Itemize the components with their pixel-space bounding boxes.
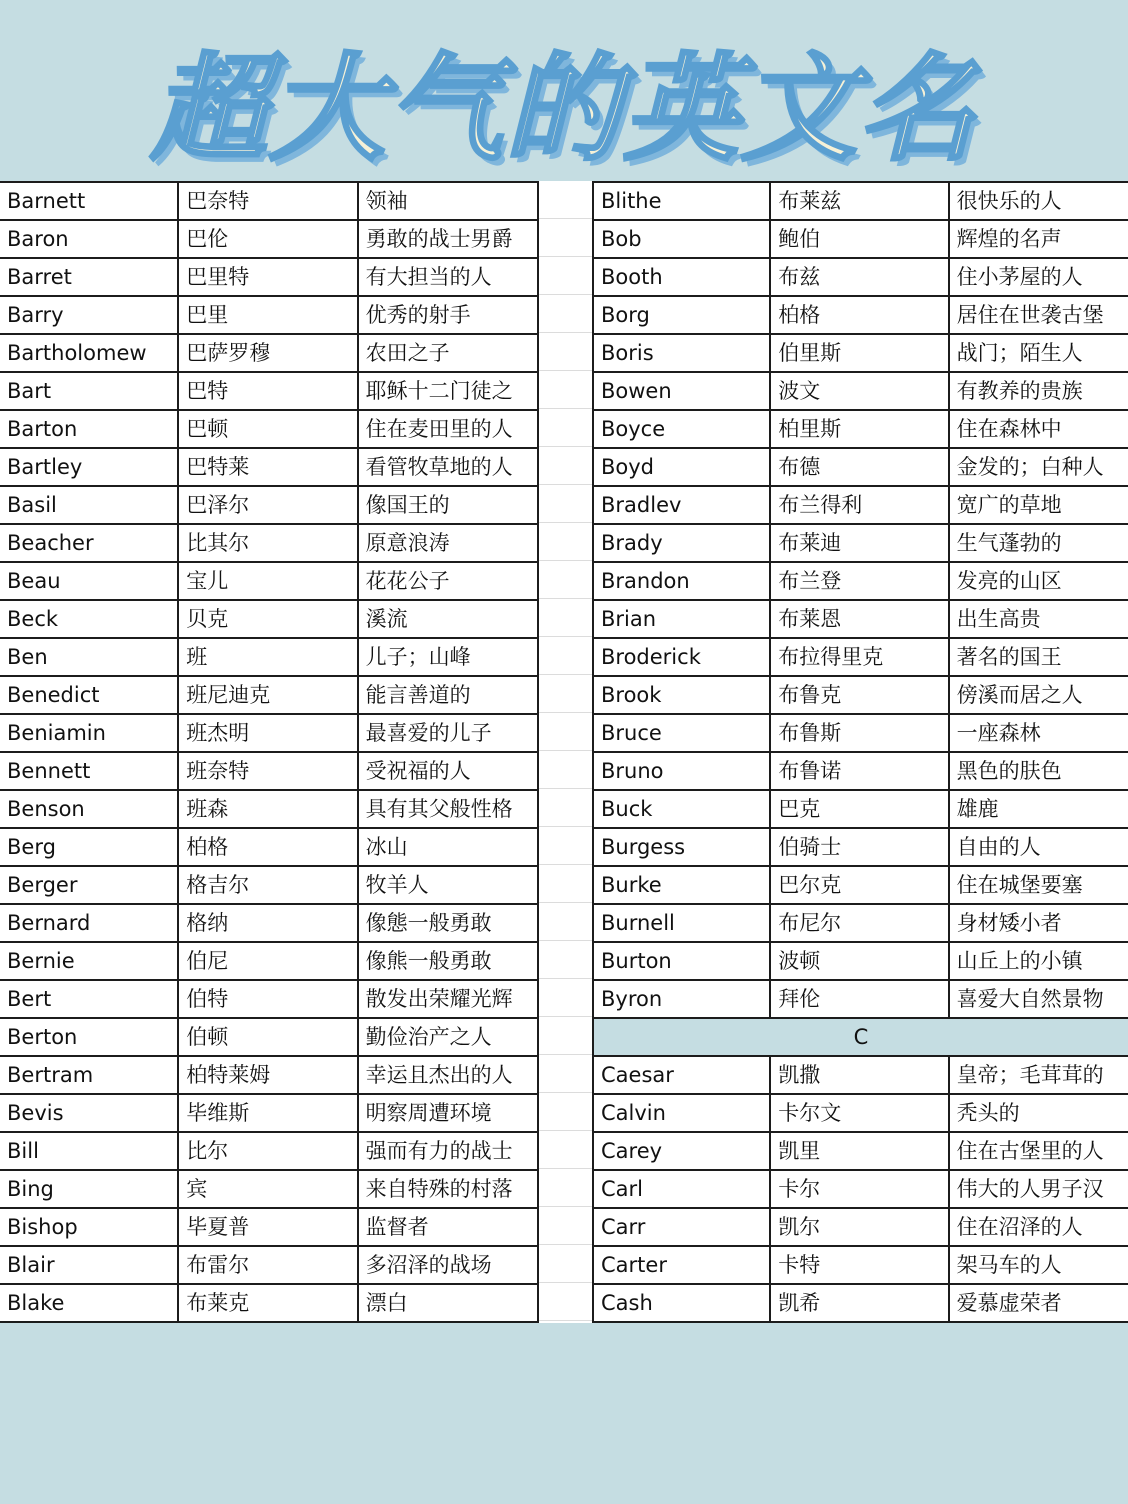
chinese-name-cell: 布兰得利 xyxy=(770,486,948,524)
english-name-cell: Burton xyxy=(593,942,770,980)
meaning-cell: 发亮的山区 xyxy=(949,562,1128,600)
meaning-cell: 出生高贵 xyxy=(949,600,1128,638)
chinese-name-cell: 比尔 xyxy=(178,1132,357,1170)
english-name-cell: Barret xyxy=(0,258,178,296)
english-name-cell: Berger xyxy=(0,866,178,904)
name-row xyxy=(593,1284,1128,1322)
english-name-cell: Bartholomew xyxy=(0,334,178,372)
name-row xyxy=(593,942,1128,980)
chinese-name-cell: 鲍伯 xyxy=(770,220,948,258)
meaning-cell: 农田之子 xyxy=(358,334,538,372)
name-row xyxy=(593,1170,1128,1208)
chinese-name-cell: 布莱迪 xyxy=(770,524,948,562)
english-name-cell: Benedict xyxy=(0,676,178,714)
meaning-cell: 秃头的 xyxy=(949,1094,1128,1132)
english-name-cell: Beacher xyxy=(0,524,178,562)
english-name-cell: Byron xyxy=(593,980,770,1018)
chinese-name-cell: 伯里斯 xyxy=(770,334,948,372)
english-name-cell: Beniamin xyxy=(0,714,178,752)
chinese-name-cell: 班奈特 xyxy=(178,752,357,790)
meaning-cell: 看管牧草地的人 xyxy=(358,448,538,486)
chinese-name-cell: 凯希 xyxy=(770,1284,948,1322)
section-header-row xyxy=(593,1018,1128,1056)
chinese-name-cell: 布兰登 xyxy=(770,562,948,600)
meaning-cell: 最喜爱的儿子 xyxy=(358,714,538,752)
name-row xyxy=(593,1132,1128,1170)
chinese-name-cell: 比其尔 xyxy=(178,524,357,562)
chinese-name-cell: 巴里 xyxy=(178,296,357,334)
name-row xyxy=(0,600,538,638)
chinese-name-cell: 班尼迪克 xyxy=(178,676,357,714)
meaning-cell: 牧羊人 xyxy=(358,866,538,904)
english-name-cell: Burke xyxy=(593,866,770,904)
page-title: 超大气的英文名 xyxy=(151,42,977,177)
name-row xyxy=(0,1018,538,1056)
meaning-cell: 居住在世袭古堡 xyxy=(949,296,1128,334)
chinese-name-cell: 班 xyxy=(178,638,357,676)
english-name-cell: Brandon xyxy=(593,562,770,600)
chinese-name-cell: 巴顿 xyxy=(178,410,357,448)
meaning-cell: 明察周遭环境 xyxy=(358,1094,538,1132)
english-name-cell: Bishop xyxy=(0,1208,178,1246)
chinese-name-cell: 巴里特 xyxy=(178,258,357,296)
chinese-name-cell: 班杰明 xyxy=(178,714,357,752)
chinese-name-cell: 巴泽尔 xyxy=(178,486,357,524)
chinese-name-cell: 伯骑士 xyxy=(770,828,948,866)
english-name-cell: Bevis xyxy=(0,1094,178,1132)
name-row xyxy=(593,752,1128,790)
meaning-cell: 多沼泽的战场 xyxy=(358,1246,538,1284)
chinese-name-cell: 布鲁诺 xyxy=(770,752,948,790)
chinese-name-cell: 布莱兹 xyxy=(770,182,948,220)
meaning-cell: 像態一般勇敢 xyxy=(358,904,538,942)
meaning-cell: 来自特殊的村落 xyxy=(358,1170,538,1208)
meaning-cell: 有大担当的人 xyxy=(358,258,538,296)
name-row xyxy=(0,942,538,980)
name-row xyxy=(593,904,1128,942)
name-row xyxy=(593,600,1128,638)
chinese-name-cell: 柏格 xyxy=(770,296,948,334)
chinese-name-cell: 卡尔 xyxy=(770,1170,948,1208)
name-row xyxy=(0,448,538,486)
name-row xyxy=(0,372,538,410)
name-row xyxy=(593,448,1128,486)
chinese-name-cell: 凯撒 xyxy=(770,1056,948,1094)
chinese-name-cell: 拜伦 xyxy=(770,980,948,1018)
chinese-name-cell: 巴特 xyxy=(178,372,357,410)
english-name-cell: Bernie xyxy=(0,942,178,980)
meaning-cell: 住在麦田里的人 xyxy=(358,410,538,448)
name-row xyxy=(0,638,538,676)
chinese-name-cell: 布拉得里克 xyxy=(770,638,948,676)
english-name-cell: Broderick xyxy=(593,638,770,676)
name-row xyxy=(0,524,538,562)
name-row xyxy=(593,562,1128,600)
name-row xyxy=(0,790,538,828)
meaning-cell: 散发出荣耀光辉 xyxy=(358,980,538,1018)
chinese-name-cell: 宝儿 xyxy=(178,562,357,600)
meaning-cell: 一座森林 xyxy=(949,714,1128,752)
name-row xyxy=(593,1094,1128,1132)
chinese-name-cell: 布雷尔 xyxy=(178,1246,357,1284)
meaning-cell: 黑色的肤色 xyxy=(949,752,1128,790)
english-name-cell: Beck xyxy=(0,600,178,638)
chinese-name-cell: 格吉尔 xyxy=(178,866,357,904)
english-name-cell: Blithe xyxy=(593,182,770,220)
chinese-name-cell: 巴特莱 xyxy=(178,448,357,486)
meaning-cell: 具有其父般性格 xyxy=(358,790,538,828)
name-row xyxy=(593,1208,1128,1246)
name-row xyxy=(593,676,1128,714)
meaning-cell: 监督者 xyxy=(358,1208,538,1246)
english-name-cell: Basil xyxy=(0,486,178,524)
name-row xyxy=(0,334,538,372)
english-name-cell: Carter xyxy=(593,1246,770,1284)
english-name-cell: Boris xyxy=(593,334,770,372)
english-name-cell: Bob xyxy=(593,220,770,258)
meaning-cell: 喜爱大自然景物 xyxy=(949,980,1128,1018)
english-name-cell: Bradlev xyxy=(593,486,770,524)
english-name-cell: Bowen xyxy=(593,372,770,410)
english-name-cell: Burgess xyxy=(593,828,770,866)
name-row xyxy=(0,1170,538,1208)
english-name-cell: Barnett xyxy=(0,182,178,220)
english-name-cell: Bertram xyxy=(0,1056,178,1094)
meaning-cell: 能言善道的 xyxy=(358,676,538,714)
name-row xyxy=(593,828,1128,866)
meaning-cell: 傍溪而居之人 xyxy=(949,676,1128,714)
meaning-cell: 耶稣十二门徒之 xyxy=(358,372,538,410)
english-name-cell: Barry xyxy=(0,296,178,334)
chinese-name-cell: 毕维斯 xyxy=(178,1094,357,1132)
name-row xyxy=(593,638,1128,676)
english-name-cell: Boyce xyxy=(593,410,770,448)
chinese-name-cell: 布鲁斯 xyxy=(770,714,948,752)
meaning-cell: 自由的人 xyxy=(949,828,1128,866)
meaning-cell: 架马车的人 xyxy=(949,1246,1128,1284)
meaning-cell: 领袖 xyxy=(358,182,538,220)
english-name-cell: Calvin xyxy=(593,1094,770,1132)
name-row xyxy=(593,1246,1128,1284)
name-row xyxy=(0,866,538,904)
name-row xyxy=(0,676,538,714)
meaning-cell: 勤俭治产之人 xyxy=(358,1018,538,1056)
meaning-cell: 住在森林中 xyxy=(949,410,1128,448)
english-name-cell: Blake xyxy=(0,1284,178,1322)
name-row xyxy=(593,790,1128,828)
chinese-name-cell: 班森 xyxy=(178,790,357,828)
english-name-cell: Ben xyxy=(0,638,178,676)
name-row xyxy=(0,1094,538,1132)
english-name-cell: Bruno xyxy=(593,752,770,790)
name-row xyxy=(0,562,538,600)
meaning-cell: 溪流 xyxy=(358,600,538,638)
name-row xyxy=(0,220,538,258)
chinese-name-cell: 巴伦 xyxy=(178,220,357,258)
chinese-name-cell: 波文 xyxy=(770,372,948,410)
meaning-cell: 住在沼泽的人 xyxy=(949,1208,1128,1246)
name-row xyxy=(593,334,1128,372)
meaning-cell: 住小茅屋的人 xyxy=(949,258,1128,296)
meaning-cell: 像国王的 xyxy=(358,486,538,524)
meaning-cell: 像熊一般勇敢 xyxy=(358,942,538,980)
chinese-name-cell: 波顿 xyxy=(770,942,948,980)
english-name-cell: Bing xyxy=(0,1170,178,1208)
name-row xyxy=(593,220,1128,258)
meaning-cell: 有教养的贵族 xyxy=(949,372,1128,410)
chinese-name-cell: 柏格 xyxy=(178,828,357,866)
name-row xyxy=(593,714,1128,752)
english-name-cell: Bill xyxy=(0,1132,178,1170)
meaning-cell: 住在古堡里的人 xyxy=(949,1132,1128,1170)
meaning-cell: 很快乐的人 xyxy=(949,182,1128,220)
meaning-cell: 勇敢的战士男爵 xyxy=(358,220,538,258)
name-row xyxy=(593,486,1128,524)
meaning-cell: 受祝福的人 xyxy=(358,752,538,790)
english-name-cell: Brook xyxy=(593,676,770,714)
meaning-cell: 山丘上的小镇 xyxy=(949,942,1128,980)
name-row xyxy=(0,904,538,942)
name-row xyxy=(593,1056,1128,1094)
meaning-cell: 伟大的人男子汉 xyxy=(949,1170,1128,1208)
name-row xyxy=(0,1246,538,1284)
name-row xyxy=(593,524,1128,562)
name-row xyxy=(593,258,1128,296)
chinese-name-cell: 凯尔 xyxy=(770,1208,948,1246)
name-row xyxy=(0,980,538,1018)
name-row xyxy=(0,1132,538,1170)
column-gap xyxy=(539,181,592,1323)
left-name-table xyxy=(0,181,539,1323)
name-row xyxy=(0,714,538,752)
name-row xyxy=(593,410,1128,448)
meaning-cell: 宽广的草地 xyxy=(949,486,1128,524)
name-row xyxy=(0,486,538,524)
chinese-name-cell: 格纳 xyxy=(178,904,357,942)
name-row xyxy=(593,372,1128,410)
meaning-cell: 花花公子 xyxy=(358,562,538,600)
english-name-cell: Blair xyxy=(0,1246,178,1284)
meaning-cell: 辉煌的名声 xyxy=(949,220,1128,258)
english-name-cell: Berg xyxy=(0,828,178,866)
name-row xyxy=(0,1056,538,1094)
name-row xyxy=(0,410,538,448)
english-name-cell: Carl xyxy=(593,1170,770,1208)
name-row xyxy=(593,980,1128,1018)
right-name-table xyxy=(592,181,1128,1323)
english-name-cell: Boyd xyxy=(593,448,770,486)
english-name-cell: Benson xyxy=(0,790,178,828)
name-row xyxy=(0,828,538,866)
meaning-cell: 原意浪涛 xyxy=(358,524,538,562)
chinese-name-cell: 卡特 xyxy=(770,1246,948,1284)
name-row xyxy=(593,182,1128,220)
chinese-name-cell: 贝克 xyxy=(178,600,357,638)
english-name-cell: Bernard xyxy=(0,904,178,942)
english-name-cell: Brady xyxy=(593,524,770,562)
english-name-cell: Beau xyxy=(0,562,178,600)
english-name-cell: Bart xyxy=(0,372,178,410)
meaning-cell: 漂白 xyxy=(358,1284,538,1322)
meaning-cell: 生气蓬勃的 xyxy=(949,524,1128,562)
chinese-name-cell: 布鲁克 xyxy=(770,676,948,714)
chinese-name-cell: 柏里斯 xyxy=(770,410,948,448)
chinese-name-cell: 布兹 xyxy=(770,258,948,296)
english-name-cell: Bruce xyxy=(593,714,770,752)
meaning-cell: 优秀的射手 xyxy=(358,296,538,334)
name-row xyxy=(0,182,538,220)
meaning-cell: 皇帝；毛茸茸的 xyxy=(949,1056,1128,1094)
chinese-name-cell: 伯特 xyxy=(178,980,357,1018)
english-name-cell: Bartley xyxy=(0,448,178,486)
chinese-name-cell: 卡尔文 xyxy=(770,1094,948,1132)
meaning-cell: 战门；陌生人 xyxy=(949,334,1128,372)
english-name-cell: Carr xyxy=(593,1208,770,1246)
meaning-cell: 幸运且杰出的人 xyxy=(358,1056,538,1094)
name-row xyxy=(0,752,538,790)
english-name-cell: Cash xyxy=(593,1284,770,1322)
chinese-name-cell: 布尼尔 xyxy=(770,904,948,942)
chinese-name-cell: 伯尼 xyxy=(178,942,357,980)
english-name-cell: Barton xyxy=(0,410,178,448)
chinese-name-cell: 毕夏普 xyxy=(178,1208,357,1246)
meaning-cell: 雄鹿 xyxy=(949,790,1128,828)
english-name-cell: Bert xyxy=(0,980,178,1018)
english-name-cell: Baron xyxy=(0,220,178,258)
chinese-name-cell: 凯里 xyxy=(770,1132,948,1170)
name-row xyxy=(0,1208,538,1246)
english-name-cell: Caesar xyxy=(593,1056,770,1094)
meaning-cell: 住在城堡要塞 xyxy=(949,866,1128,904)
meaning-cell: 强而有力的战士 xyxy=(358,1132,538,1170)
meaning-cell: 冰山 xyxy=(358,828,538,866)
chinese-name-cell: 巴萨罗穆 xyxy=(178,334,357,372)
name-row xyxy=(593,296,1128,334)
meaning-cell: 金发的；白种人 xyxy=(949,448,1128,486)
english-name-cell: Borg xyxy=(593,296,770,334)
english-name-cell: Burnell xyxy=(593,904,770,942)
name-row xyxy=(593,866,1128,904)
chinese-name-cell: 巴奈特 xyxy=(178,182,357,220)
chinese-name-cell: 伯顿 xyxy=(178,1018,357,1056)
meaning-cell: 身材矮小者 xyxy=(949,904,1128,942)
english-name-cell: Carey xyxy=(593,1132,770,1170)
section-letter: C xyxy=(593,1018,1128,1056)
meaning-cell: 著名的国王 xyxy=(949,638,1128,676)
chinese-name-cell: 布莱恩 xyxy=(770,600,948,638)
english-name-cell: Berton xyxy=(0,1018,178,1056)
chinese-name-cell: 宾 xyxy=(178,1170,357,1208)
meaning-cell: 爱慕虚荣者 xyxy=(949,1284,1128,1322)
chinese-name-cell: 布莱克 xyxy=(178,1284,357,1322)
chinese-name-cell: 巴克 xyxy=(770,790,948,828)
name-row xyxy=(0,258,538,296)
english-name-cell: Buck xyxy=(593,790,770,828)
english-name-cell: Brian xyxy=(593,600,770,638)
chinese-name-cell: 巴尔克 xyxy=(770,866,948,904)
english-name-cell: Bennett xyxy=(0,752,178,790)
name-row xyxy=(0,1284,538,1322)
english-name-cell: Booth xyxy=(593,258,770,296)
meaning-cell: 儿子；山峰 xyxy=(358,638,538,676)
name-sheet xyxy=(0,181,1128,1323)
chinese-name-cell: 柏特莱姆 xyxy=(178,1056,357,1094)
chinese-name-cell: 布德 xyxy=(770,448,948,486)
name-row xyxy=(0,296,538,334)
